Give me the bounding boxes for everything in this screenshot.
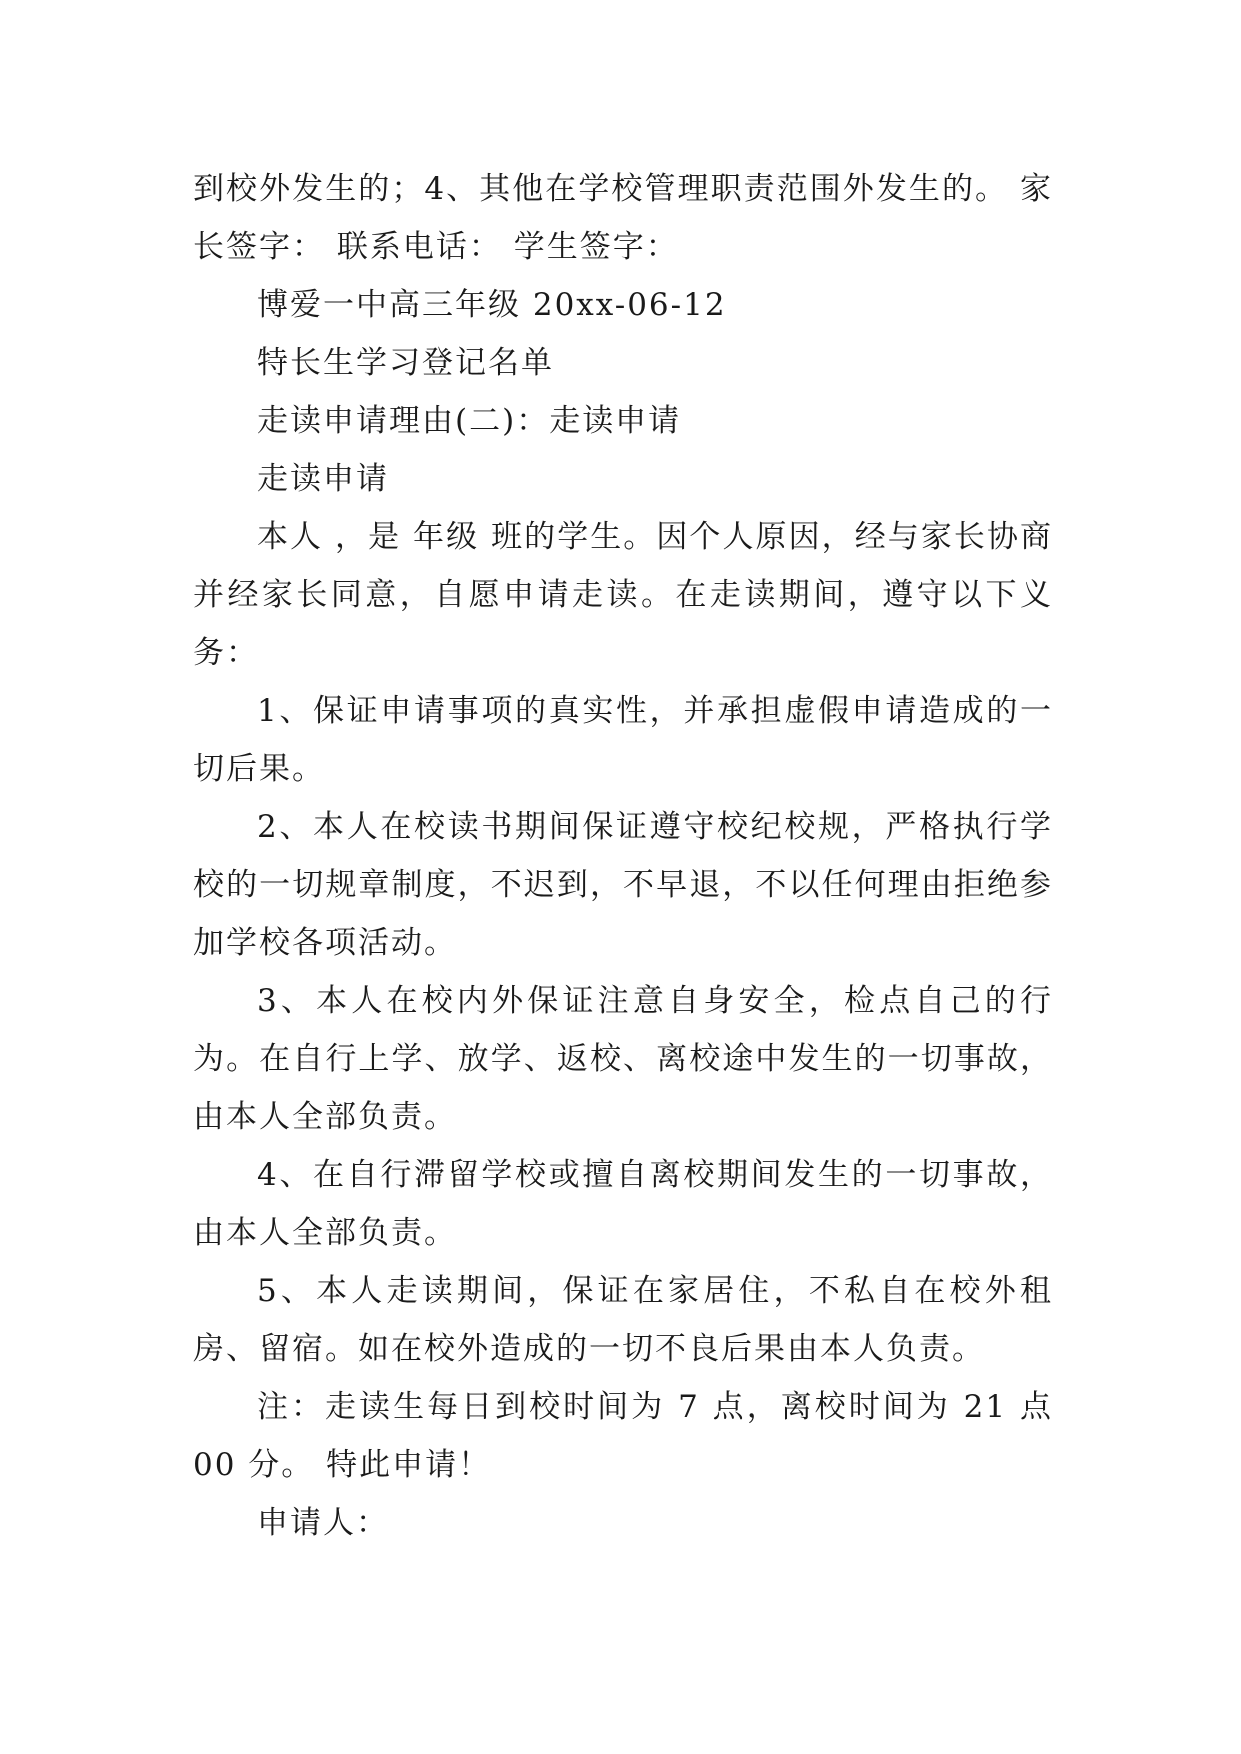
obligation-item-1: 1、保证申请事项的真实性，并承担虚假申请造成的一切后果。 [193,693,1053,787]
list-title: 特长生学习登记名单 [257,345,554,381]
note-paragraph: 注：走读生每日到校时间为 7 点，离校时间为 21 点 00 分。 特此申请！ [193,1389,1053,1483]
school-date-line: 博爱一中高三年级 20xx-06-12 [257,287,727,323]
paragraph-continuation: 到校外发生的；4、其他在学校管理职责范围外发生的。 家长签字： 联系电话： 学生签字： [193,171,1053,265]
application-title: 走读申请 [257,461,389,497]
obligation-item-5: 5、本人走读期间，保证在家居住，不私自在校外租房、留宿。如在校外造成的一切不良后果由本人负责。 [193,1273,1053,1367]
applicant-signature-line: 申请人： [257,1505,389,1541]
document-body [193,160,1053,1552]
obligation-item-3: 3、本人在校内外保证注意自身安全，检点自己的行为。在自行上学、放学、返校、离校途中发生的一切事故，由本人全部负责。 [193,983,1053,1135]
obligation-item-2: 2、本人在校读书期间保证遵守校纪校规，严格执行学校的一切规章制度，不迟到，不早退，不以任何理由拒绝参加学校各项活动。 [193,809,1053,961]
section-heading: 走读申请理由(二)：走读申请 [257,403,682,439]
obligation-item-4: 4、在自行滞留学校或擅自离校期间发生的一切事故，由本人全部负责。 [193,1157,1053,1251]
application-intro: 本人 ，是 年级 班的学生。因个人原因，经与家长协商并经家长同意，自愿申请走读。在走读期间，遵守以下义务： [193,519,1053,671]
